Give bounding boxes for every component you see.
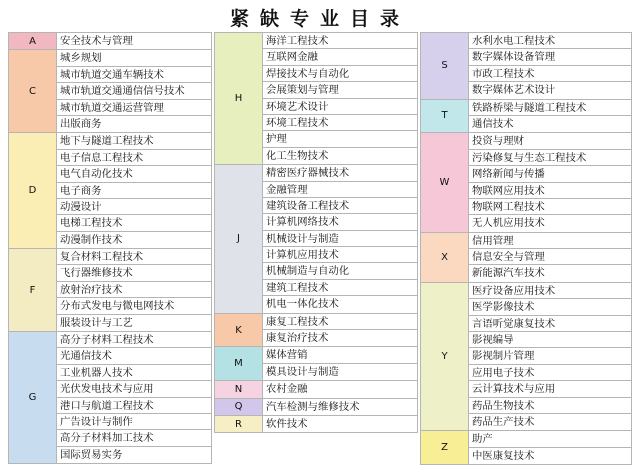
major-item: 金融管理 bbox=[263, 182, 417, 198]
major-item: 动漫制作技术 bbox=[60, 233, 123, 246]
group-letter: K bbox=[215, 314, 263, 347]
major-list bbox=[469, 431, 631, 464]
major-item: 汽车检测与维修技术 bbox=[266, 400, 360, 413]
letter-group bbox=[8, 332, 212, 464]
major-item: 环境艺术设计 bbox=[263, 99, 417, 115]
major-item: 化工生物技术 bbox=[266, 149, 329, 162]
major-item: 药品生物技术 bbox=[469, 398, 631, 414]
major-item: 污染修复与生态工程技术 bbox=[469, 150, 631, 166]
group-letter: M bbox=[215, 347, 263, 380]
group-letter: S bbox=[421, 33, 469, 99]
major-list bbox=[469, 100, 631, 133]
letter-group bbox=[420, 283, 632, 432]
major-item: 动漫设计 bbox=[57, 199, 211, 215]
major-list bbox=[263, 165, 417, 313]
group-letter: N bbox=[215, 381, 263, 397]
major-item: 焊接技术与自动化 bbox=[263, 66, 417, 82]
major-list bbox=[469, 133, 631, 231]
major-item: 影视编导 bbox=[469, 332, 631, 348]
group-letter: T bbox=[421, 100, 469, 133]
major-item: 港口与航道工程技术 bbox=[57, 398, 211, 414]
major-list bbox=[469, 33, 631, 99]
major-list bbox=[57, 33, 211, 49]
major-item: 互联网金融 bbox=[263, 49, 417, 65]
group-letter: Y bbox=[421, 283, 469, 431]
major-item: 康复工程技术 bbox=[263, 314, 417, 330]
letter-group bbox=[214, 347, 418, 381]
major-item: 言语听觉康复技术 bbox=[469, 316, 631, 332]
major-list bbox=[263, 314, 417, 347]
major-item: 计算机网络技术 bbox=[263, 214, 417, 230]
major-item: 助产 bbox=[469, 431, 631, 447]
major-item: 出版商务 bbox=[60, 117, 102, 130]
major-item: 安全技术与管理 bbox=[60, 35, 133, 47]
letter-group bbox=[214, 314, 418, 348]
group-letter: W bbox=[421, 133, 469, 231]
major-item: 中医康复技术 bbox=[472, 449, 535, 462]
major-item: 放射治疗技术 bbox=[57, 282, 211, 298]
major-list bbox=[57, 133, 211, 248]
group-letter: F bbox=[9, 249, 57, 331]
major-item: 通信技术 bbox=[472, 117, 514, 130]
page-title: 紧缺专业目录 bbox=[229, 8, 410, 30]
major-item: 电子商务 bbox=[57, 183, 211, 199]
group-letter: X bbox=[421, 233, 469, 282]
major-item: 康复治疗技术 bbox=[266, 332, 329, 345]
letter-group bbox=[8, 50, 212, 133]
major-item: 机械制造与自动化 bbox=[263, 263, 417, 279]
major-item: 海洋工程技术 bbox=[263, 33, 417, 49]
major-item: 电子信息工程技术 bbox=[57, 150, 211, 166]
major-item: 城市轨道交通通信信号技术 bbox=[57, 83, 211, 99]
major-item: 服装设计与工艺 bbox=[60, 316, 133, 329]
major-item: 光伏发电技术与应用 bbox=[57, 381, 211, 397]
major-item: 铁路桥梁与隧道工程技术 bbox=[469, 100, 631, 116]
major-list bbox=[263, 33, 417, 164]
major-item: 农村金融 bbox=[266, 383, 308, 396]
letter-group bbox=[8, 249, 212, 332]
major-item: 数字媒体艺术设计 bbox=[472, 84, 556, 97]
group-letter: C bbox=[9, 50, 57, 132]
major-item: 高分子材料加工技术 bbox=[57, 430, 211, 446]
major-item: 会展策划与管理 bbox=[263, 82, 417, 98]
major-item: 信用管理 bbox=[469, 233, 631, 249]
major-item: 软件技术 bbox=[266, 417, 308, 430]
letter-group bbox=[214, 416, 418, 433]
major-item: 光通信技术 bbox=[57, 348, 211, 364]
major-item: 建筑设备工程技术 bbox=[263, 198, 417, 214]
group-letter: D bbox=[9, 133, 57, 248]
major-item: 无人机应用技术 bbox=[472, 217, 545, 230]
major-item: 网络新闻与传播 bbox=[469, 166, 631, 182]
major-item: 国际贸易实务 bbox=[60, 448, 123, 461]
major-list bbox=[57, 249, 211, 331]
major-item: 云计算技术与应用 bbox=[469, 381, 631, 397]
major-item: 电气自动化技术 bbox=[57, 166, 211, 182]
major-item: 护理 bbox=[263, 131, 417, 147]
major-item: 电梯工程技术 bbox=[57, 215, 211, 231]
major-item: 高分子材料工程技术 bbox=[57, 332, 211, 348]
major-item: 医学影像技术 bbox=[469, 299, 631, 315]
letter-group bbox=[8, 133, 212, 249]
major-list bbox=[469, 283, 631, 431]
letter-group bbox=[214, 399, 418, 416]
letter-group bbox=[420, 100, 632, 134]
group-letter: A bbox=[9, 33, 57, 49]
major-item: 广告设计与制作 bbox=[57, 414, 211, 430]
group-letter: Q bbox=[215, 399, 263, 415]
major-item: 城乡规划 bbox=[57, 50, 211, 66]
major-list bbox=[57, 332, 211, 463]
major-item: 水利水电工程技术 bbox=[469, 33, 631, 49]
major-list bbox=[469, 233, 631, 282]
major-item: 数字媒体设备管理 bbox=[469, 49, 631, 65]
letter-group bbox=[420, 32, 632, 100]
major-list bbox=[263, 399, 417, 415]
group-letter: J bbox=[215, 165, 263, 313]
letter-group bbox=[214, 32, 418, 165]
major-item: 飞行器维修技术 bbox=[57, 265, 211, 281]
major-list bbox=[57, 50, 211, 132]
major-list bbox=[263, 381, 417, 397]
major-item: 物联网工程技术 bbox=[469, 199, 631, 215]
major-item: 信息安全与管理 bbox=[469, 249, 631, 265]
letter-group bbox=[214, 381, 418, 398]
group-letter: R bbox=[215, 416, 263, 432]
letter-group bbox=[420, 233, 632, 283]
letter-group bbox=[420, 431, 632, 465]
directory-column-3 bbox=[420, 32, 632, 465]
major-item: 机械设计与制造 bbox=[263, 231, 417, 247]
major-item: 地下与隧道工程技术 bbox=[57, 133, 211, 149]
major-item: 物联网应用技术 bbox=[469, 183, 631, 199]
major-item: 工业机器人技术 bbox=[57, 365, 211, 381]
major-item: 建筑工程技术 bbox=[263, 280, 417, 296]
directory-column-2 bbox=[214, 32, 418, 433]
major-item: 应用电子技术 bbox=[469, 365, 631, 381]
major-item: 精密医疗器械技术 bbox=[263, 165, 417, 181]
major-item: 城市轨道交通运营管理 bbox=[57, 100, 211, 116]
major-item: 媒体营销 bbox=[263, 347, 417, 363]
major-item: 复合材料工程技术 bbox=[57, 249, 211, 265]
major-item: 模具设计与制造 bbox=[266, 365, 339, 378]
major-item: 影视制片管理 bbox=[469, 348, 631, 364]
major-item: 市政工程技术 bbox=[469, 66, 631, 82]
group-letter: H bbox=[215, 33, 263, 164]
letter-group bbox=[8, 32, 212, 50]
group-letter: G bbox=[9, 332, 57, 463]
major-item: 投资与理财 bbox=[469, 133, 631, 149]
letter-group bbox=[214, 165, 418, 314]
major-item: 新能源汽车技术 bbox=[472, 267, 545, 280]
major-list bbox=[263, 347, 417, 380]
directory-column-1 bbox=[8, 32, 212, 464]
major-item: 城市轨道交通车辆技术 bbox=[57, 67, 211, 83]
group-letter: Z bbox=[421, 431, 469, 464]
major-item: 环境工程技术 bbox=[263, 115, 417, 131]
major-item: 分布式发电与微电网技术 bbox=[57, 298, 211, 314]
major-item: 计算机应用技术 bbox=[263, 247, 417, 263]
major-list bbox=[263, 416, 417, 432]
major-item: 机电一体化技术 bbox=[266, 298, 339, 311]
letter-group bbox=[420, 133, 632, 232]
major-item: 医疗设备应用技术 bbox=[469, 283, 631, 299]
major-item: 药品生产技术 bbox=[472, 415, 535, 428]
